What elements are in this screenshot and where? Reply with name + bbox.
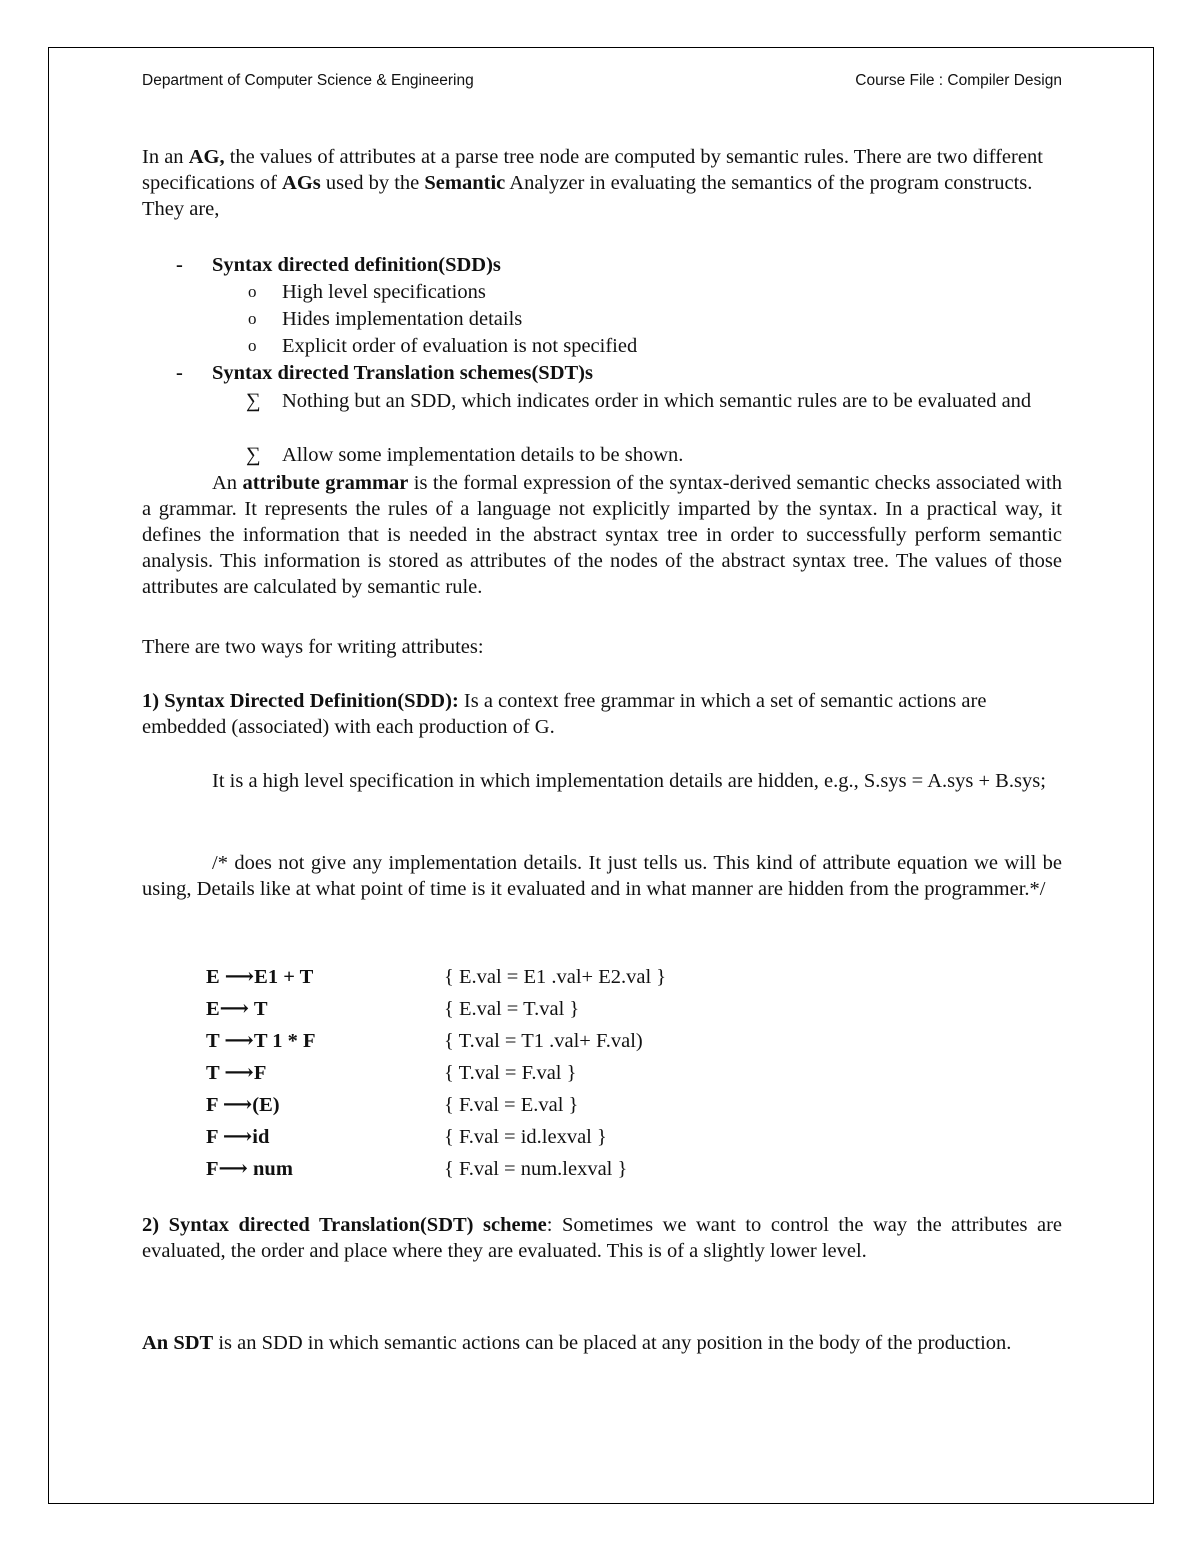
production-rule: { F.val = num.lexval } <box>444 1158 628 1180</box>
bullet-sdd-title: Syntax directed definition(SDD)s <box>212 254 501 276</box>
intro-paragraph: In an AG, the values of attributes at a parse tree node are computed by semantic rules. There are two different specifications of AGs used by the Semantic Analyzer in evaluating the semantics of the program constructs. They are, <box>142 146 1043 220</box>
production-rule: { F.val = E.val } <box>444 1094 579 1116</box>
header-department: Department of Computer Science & Engineering <box>142 72 474 89</box>
production-row <box>142 1060 1062 1090</box>
sigma-bullet-icon: ∑ <box>246 444 261 466</box>
production-rule: { T.val = T1 .val+ F.val) <box>444 1030 643 1052</box>
production-lhs: F ⟶(E) <box>206 1094 280 1116</box>
sdt-definition: 2) Syntax directed Translation(SDT) scheme: Sometimes we want to control the way the attributes are evaluated, the order and place where they are evaluated. This is of a slightly lower level. <box>142 1214 1062 1262</box>
page-header <box>142 72 1062 94</box>
header-course: Course File : Compiler Design <box>855 72 1062 89</box>
production-lhs: E⟶ T <box>206 998 268 1020</box>
comment-paragraph: /* does not give any implementation details. It just tells us. This kind of attribute equation we will be using, Details like at what point of time is it evaluated and in what manner are hidden from the programmer.*/ <box>142 852 1062 900</box>
bullet-sdd: - Syntax directed definition(SDD)s <box>176 254 501 276</box>
production-lhs: T ⟶T 1 * F <box>206 1030 316 1052</box>
sdt-final-paragraph: An SDT is an SDD in which semantic actions can be placed at any position in the body of the production. <box>142 1332 1012 1354</box>
production-row <box>142 1028 1062 1058</box>
list-item: ∑ Nothing but an SDD, which indicates order in which semantic rules are to be evaluated and <box>246 390 1032 412</box>
production-rule: { E.val = T.val } <box>444 998 580 1020</box>
production-lhs: F ⟶id <box>206 1126 270 1148</box>
production-rule: { F.val = id.lexval } <box>444 1126 607 1148</box>
circle-bullet-icon: o <box>248 336 257 355</box>
production-rule: { T.val = F.val } <box>444 1062 577 1084</box>
list-item: o Hides implementation details <box>248 308 523 330</box>
production-row <box>142 964 1062 994</box>
sdd-definition: 1) Syntax Directed Definition(SDD): Is a context free grammar in which a set of semantic actions are embedded (associated) with each production of G. <box>142 690 987 738</box>
circle-bullet-icon: o <box>248 282 257 301</box>
production-row <box>142 996 1062 1026</box>
production-lhs: T ⟶F <box>206 1062 267 1084</box>
sigma-bullet-icon: ∑ <box>246 390 261 412</box>
list-item: ∑ Allow some implementation details to be shown. <box>246 444 684 466</box>
circle-bullet-icon: o <box>248 309 257 328</box>
production-rule: { E.val = E1 .val+ E2.val } <box>444 966 667 988</box>
production-row <box>142 1092 1062 1122</box>
high-level-paragraph: It is a high level specification in which implementation details are hidden, e.g., S.sys = A.sys + B.sys; <box>212 770 1046 792</box>
bullet-sdt: - Syntax directed Translation schemes(SDT)s <box>176 362 593 384</box>
bullet-sdt-title: Syntax directed Translation schemes(SDT)s <box>212 362 593 384</box>
production-row <box>142 1156 1062 1186</box>
production-row <box>142 1124 1062 1154</box>
production-lhs: F⟶ num <box>206 1158 293 1180</box>
production-lhs: E ⟶E1 + T <box>206 966 314 988</box>
list-item: o High level specifications <box>248 281 486 303</box>
list-item: o Explicit order of evaluation is not specified <box>248 335 638 357</box>
two-ways-line: There are two ways for writing attributes: <box>142 636 484 658</box>
attribute-grammar-paragraph: An attribute grammar is the formal expression of the syntax-derived semantic checks associated with a grammar. It represents the rules of a language not explicitly imparted by the syntax. In a practical way, it defines the information that is needed in the abstract syntax tree in order to successfully perform semantic analysis. This information is stored as attributes of the nodes of the abstract syntax tree. The values of those attributes are calculated by semantic rule. <box>142 472 1062 598</box>
